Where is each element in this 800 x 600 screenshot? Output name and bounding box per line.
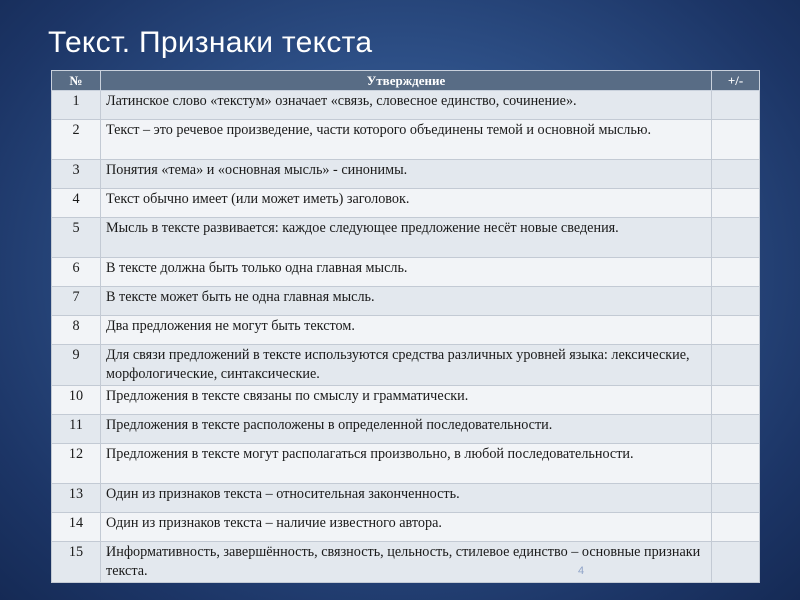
row-number: 10 (52, 386, 101, 415)
row-mark-cell[interactable] (712, 484, 760, 513)
row-statement: Предложения в тексте могут располагаться произвольно, в любой последовательности. (101, 444, 712, 484)
row-number: 11 (52, 415, 101, 444)
row-mark-cell[interactable] (712, 91, 760, 120)
row-statement: Предложения в тексте связаны по смыслу и грамматически. (101, 386, 712, 415)
row-mark-cell[interactable] (712, 189, 760, 218)
table-row (52, 160, 760, 189)
table-row (52, 120, 760, 160)
row-number: 7 (52, 287, 101, 316)
table-row (52, 345, 760, 386)
row-number: 5 (52, 218, 101, 258)
row-statement: В тексте может быть не одна главная мысль. (101, 287, 712, 316)
row-mark-cell[interactable] (712, 316, 760, 345)
row-mark-cell[interactable] (712, 160, 760, 189)
row-mark-cell[interactable] (712, 258, 760, 287)
table-header-row (52, 71, 760, 91)
column-header-statement: Утверждение (101, 71, 712, 91)
row-statement: Понятия «тема» и «основная мысль» - синонимы. (101, 160, 712, 189)
table-row (52, 484, 760, 513)
row-statement: Один из признаков текста – наличие известного автора. (101, 513, 712, 542)
row-mark-cell[interactable] (712, 120, 760, 160)
slide-page-number: 4 (578, 565, 585, 577)
row-number: 12 (52, 444, 101, 484)
row-number: 9 (52, 345, 101, 386)
table-row (52, 218, 760, 258)
row-number: 14 (52, 513, 101, 542)
row-statement: Информативность, завершённость, связность, цельность, стилевое единство – основные признаки текста. (101, 542, 712, 583)
row-statement: Мысль в тексте развивается: каждое следующее предложение несёт новые сведения. (101, 218, 712, 258)
table-row (52, 513, 760, 542)
row-statement: Предложения в тексте расположены в определенной последовательности. (101, 415, 712, 444)
row-statement: Текст обычно имеет (или может иметь) заголовок. (101, 189, 712, 218)
row-number: 2 (52, 120, 101, 160)
row-statement: Латинское слово «текстум» означает «связь, словесное единство, сочинение». (101, 91, 712, 120)
row-number: 13 (52, 484, 101, 513)
row-number: 15 (52, 542, 101, 583)
statements-table (51, 70, 760, 583)
row-statement: Два предложения не могут быть текстом. (101, 316, 712, 345)
table-row (52, 444, 760, 484)
row-statement: Для связи предложений в тексте используются средства различных уровней языка: лексические, морфологические, синтаксические. (101, 345, 712, 386)
row-statement: Текст – это речевое произведение, части которого объединены темой и основной мыслью. (101, 120, 712, 160)
row-statement: Один из признаков текста – относительная законченность. (101, 484, 712, 513)
row-number: 6 (52, 258, 101, 287)
row-mark-cell[interactable] (712, 386, 760, 415)
column-header-mark: +/- (712, 71, 760, 91)
row-mark-cell[interactable] (712, 542, 760, 583)
row-number: 4 (52, 189, 101, 218)
table-row (52, 258, 760, 287)
row-statement: В тексте должна быть только одна главная мысль. (101, 258, 712, 287)
row-number: 8 (52, 316, 101, 345)
table-row (52, 542, 760, 583)
row-mark-cell[interactable] (712, 444, 760, 484)
table-row (52, 287, 760, 316)
row-mark-cell[interactable] (712, 287, 760, 316)
table-row (52, 91, 760, 120)
row-mark-cell[interactable] (712, 218, 760, 258)
table-row (52, 386, 760, 415)
table-row (52, 415, 760, 444)
row-mark-cell[interactable] (712, 415, 760, 444)
table-row (52, 316, 760, 345)
row-number: 3 (52, 160, 101, 189)
slide-title: Текст. Признаки текста (48, 26, 373, 59)
row-mark-cell[interactable] (712, 345, 760, 386)
column-header-number: № (52, 71, 101, 91)
row-number: 1 (52, 91, 101, 120)
table-row (52, 189, 760, 218)
row-mark-cell[interactable] (712, 513, 760, 542)
